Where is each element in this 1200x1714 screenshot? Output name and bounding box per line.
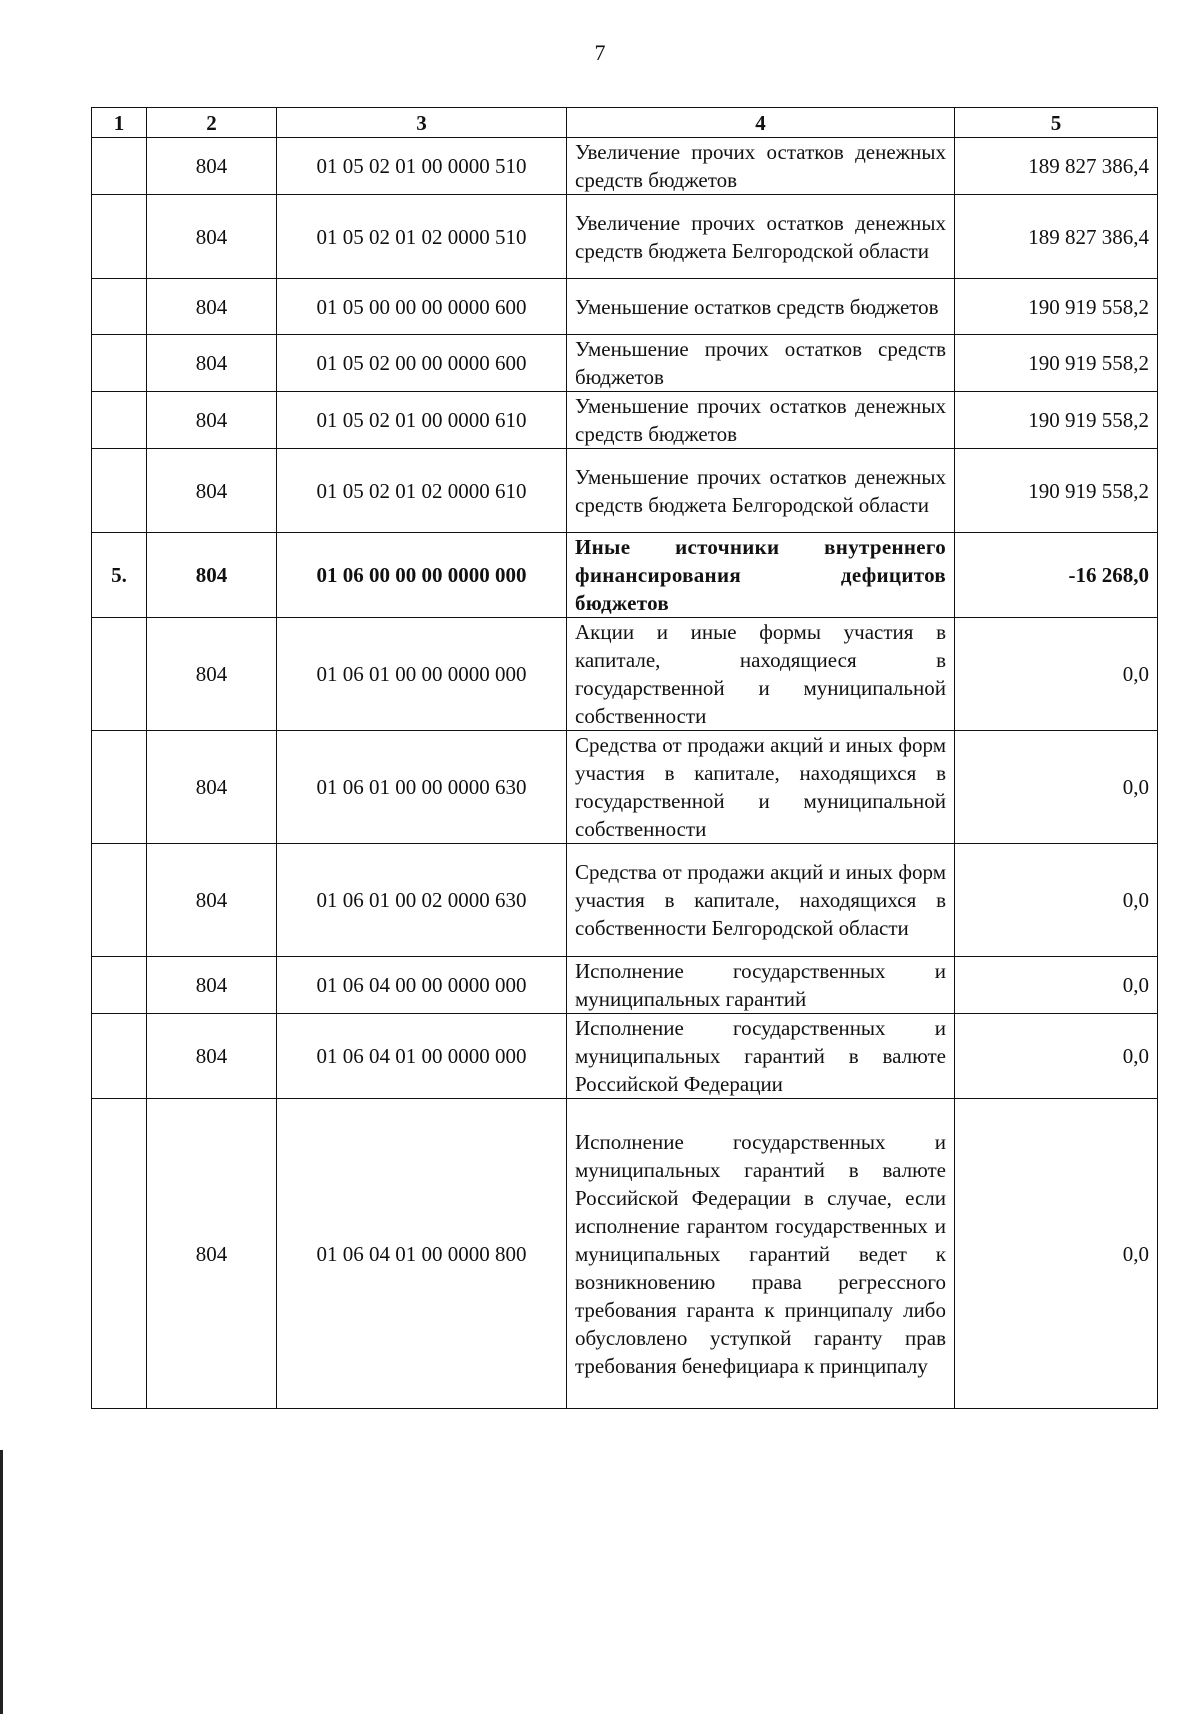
row-number-cell <box>92 1014 147 1099</box>
admin-code-cell: 804 <box>147 533 277 618</box>
table-header-row <box>92 108 1158 138</box>
table-row-section-total <box>92 533 1158 618</box>
item-name-cell: Средства от продажи акций и иных форм участия в капитале, находящихся в собственности Белгородской области <box>567 844 955 957</box>
row-number-cell <box>92 618 147 731</box>
table-row <box>92 138 1158 195</box>
budget-sources-table <box>91 107 1158 1409</box>
amount-cell: 0,0 <box>955 844 1158 957</box>
row-number-cell: 5. <box>92 533 147 618</box>
admin-code-cell: 804 <box>147 195 277 279</box>
classification-code-cell: 01 05 02 01 00 0000 510 <box>277 138 567 195</box>
amount-cell: 190 919 558,2 <box>955 449 1158 533</box>
amount-cell: 189 827 386,4 <box>955 195 1158 279</box>
amount-cell: 0,0 <box>955 1099 1158 1409</box>
item-name-cell: Увеличение прочих остатков денежных средств бюджета Белгородской области <box>567 195 955 279</box>
table-row <box>92 449 1158 533</box>
item-name-cell: Уменьшение прочих остатков денежных средств бюджетов <box>567 392 955 449</box>
classification-code-cell: 01 06 01 00 02 0000 630 <box>277 844 567 957</box>
classification-code-cell: 01 06 04 01 00 0000 800 <box>277 1099 567 1409</box>
row-number-cell <box>92 279 147 335</box>
table-row <box>92 844 1158 957</box>
header-cell-5: 5 <box>955 108 1158 138</box>
classification-code-cell: 01 06 04 00 00 0000 000 <box>277 957 567 1014</box>
amount-cell: 190 919 558,2 <box>955 392 1158 449</box>
table-row <box>92 731 1158 844</box>
row-number-cell <box>92 844 147 957</box>
page-number: 7 <box>594 40 606 65</box>
classification-code-cell: 01 06 01 00 00 0000 630 <box>277 731 567 844</box>
item-name-cell: Уменьшение остатков средств бюджетов <box>567 279 955 335</box>
admin-code-cell: 804 <box>147 449 277 533</box>
amount-cell: 190 919 558,2 <box>955 335 1158 392</box>
row-number-cell <box>92 138 147 195</box>
row-number-cell <box>92 731 147 844</box>
admin-code-cell: 804 <box>147 392 277 449</box>
table-row <box>92 195 1158 279</box>
table-row <box>92 618 1158 731</box>
header-cell-1: 1 <box>92 108 147 138</box>
classification-code-cell: 01 05 02 01 00 0000 610 <box>277 392 567 449</box>
amount-cell: 0,0 <box>955 957 1158 1014</box>
amount-cell: 0,0 <box>955 618 1158 731</box>
admin-code-cell: 804 <box>147 731 277 844</box>
amount-cell: 0,0 <box>955 731 1158 844</box>
admin-code-cell: 804 <box>147 1014 277 1099</box>
row-number-cell <box>92 335 147 392</box>
table-row <box>92 392 1158 449</box>
classification-code-cell: 01 05 00 00 00 0000 600 <box>277 279 567 335</box>
header-cell-2: 2 <box>147 108 277 138</box>
classification-code-cell: 01 05 02 01 02 0000 510 <box>277 195 567 279</box>
amount-cell: 189 827 386,4 <box>955 138 1158 195</box>
admin-code-cell: 804 <box>147 138 277 195</box>
item-name-cell: Уменьшение прочих остатков средств бюджетов <box>567 335 955 392</box>
item-name-cell: Акции и иные формы участия в капитале, находящиеся в государственной и муниципальной собственности <box>567 618 955 731</box>
row-number-cell <box>92 392 147 449</box>
admin-code-cell: 804 <box>147 618 277 731</box>
item-name-cell: Исполнение государственных и муниципальных гарантий в валюте Российской Федерации <box>567 1014 955 1099</box>
admin-code-cell: 804 <box>147 279 277 335</box>
amount-cell: 190 919 558,2 <box>955 279 1158 335</box>
classification-code-cell: 01 06 00 00 00 0000 000 <box>277 533 567 618</box>
admin-code-cell: 804 <box>147 335 277 392</box>
header-cell-4: 4 <box>567 108 955 138</box>
item-name-cell: Средства от продажи акций и иных форм участия в капитале, находящихся в государственной и муниципальной собственности <box>567 731 955 844</box>
item-name-cell: Уменьшение прочих остатков денежных средств бюджета Белгородской области <box>567 449 955 533</box>
table-row <box>92 1014 1158 1099</box>
table-row <box>92 335 1158 392</box>
amount-cell: 0,0 <box>955 1014 1158 1099</box>
admin-code-cell: 804 <box>147 844 277 957</box>
classification-code-cell: 01 05 02 01 02 0000 610 <box>277 449 567 533</box>
table-row <box>92 279 1158 335</box>
admin-code-cell: 804 <box>147 957 277 1014</box>
row-number-cell <box>92 1099 147 1409</box>
row-number-cell <box>92 957 147 1014</box>
table-row <box>92 1099 1158 1409</box>
scan-edge-mark <box>0 1450 3 1714</box>
classification-code-cell: 01 06 01 00 00 0000 000 <box>277 618 567 731</box>
classification-code-cell: 01 06 04 01 00 0000 000 <box>277 1014 567 1099</box>
item-name-cell: Увеличение прочих остатков денежных средств бюджетов <box>567 138 955 195</box>
admin-code-cell: 804 <box>147 1099 277 1409</box>
row-number-cell <box>92 195 147 279</box>
item-name-cell: Исполнение государственных и муниципальных гарантий в валюте Российской Федерации в случае, если исполнение гарантом государственных и муниципальных гарантий ведет к возникновению права регрессного требования гаранта к принципалу либо обусловлено уступкой гаранту прав требования бенефициара к принципалу <box>567 1099 955 1409</box>
row-number-cell <box>92 449 147 533</box>
classification-code-cell: 01 05 02 00 00 0000 600 <box>277 335 567 392</box>
table-row <box>92 957 1158 1014</box>
item-name-cell: Иные источники внутреннего финансирования дефицитов бюджетов <box>567 533 955 618</box>
amount-cell: -16 268,0 <box>955 533 1158 618</box>
header-cell-3: 3 <box>277 108 567 138</box>
item-name-cell: Исполнение государственных и муниципальных гарантий <box>567 957 955 1014</box>
